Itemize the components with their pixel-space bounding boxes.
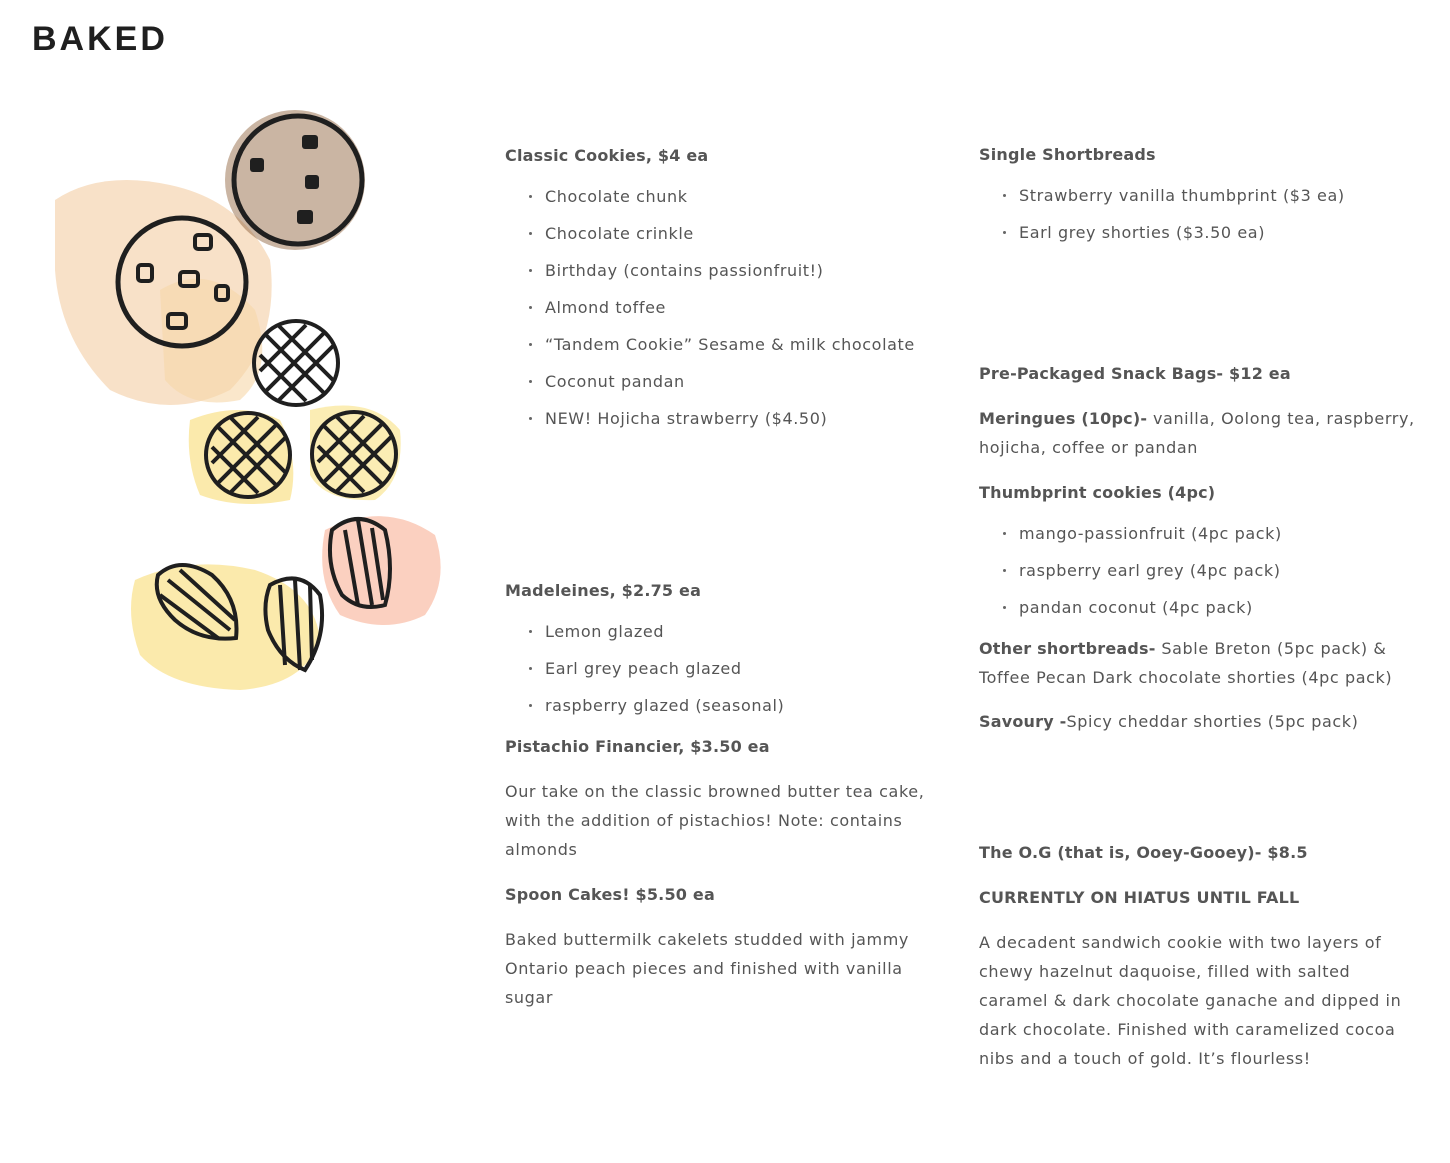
list-item: NEW! Hojicha strawberry ($4.50) bbox=[505, 400, 950, 437]
watercolor-wash-pink bbox=[322, 516, 440, 625]
list-item: raspberry glazed (seasonal) bbox=[505, 687, 950, 724]
list-item: raspberry earl grey (4pc pack) bbox=[979, 552, 1424, 589]
meringues-label: Meringues (10pc)- bbox=[979, 409, 1153, 428]
list-item: Coconut pandan bbox=[505, 363, 950, 400]
list-item: Almond toffee bbox=[505, 289, 950, 326]
list-item: pandan coconut (4pc pack) bbox=[979, 589, 1424, 626]
savoury-label: Savoury - bbox=[979, 712, 1067, 731]
section-heading-spoon-cakes: Spoon Cakes! $5.50 ea bbox=[505, 885, 715, 904]
list-item: Chocolate crinkle bbox=[505, 215, 950, 252]
meringues-text: vanilla, Oolong tea, raspberry, hojicha, coffee or pandan bbox=[979, 409, 1415, 457]
savoury-text: Spicy cheddar shorties (5pc pack) bbox=[1066, 712, 1359, 731]
list-item: Lemon glazed bbox=[505, 613, 950, 650]
baked-goods-illustration bbox=[40, 90, 460, 710]
section-heading-snack-bags: Pre-Packaged Snack Bags- $12 ea bbox=[979, 364, 1291, 383]
list-item: Strawberry vanilla thumbprint ($3 ea) bbox=[979, 177, 1424, 214]
section-heading-classic-cookies: Classic Cookies, $4 ea bbox=[505, 146, 709, 165]
section-heading-madeleines: Madeleines, $2.75 ea bbox=[505, 581, 702, 600]
section-heading-thumbprint: Thumbprint cookies (4pc) bbox=[979, 483, 1216, 502]
financier-description: Our take on the classic browned butter tea cake, with the addition of pistachios! Note: contains almonds bbox=[505, 782, 925, 859]
list-item: Earl grey shorties ($3.50 ea) bbox=[979, 214, 1424, 251]
list-item: Earl grey peach glazed bbox=[505, 650, 950, 687]
other-shortbreads-label: Other shortbreads- bbox=[979, 639, 1162, 658]
meringues-line bbox=[979, 404, 1424, 462]
section-heading-financier: Pistachio Financier, $3.50 ea bbox=[505, 737, 770, 756]
savoury-line bbox=[979, 707, 1424, 736]
watercolor-wash-brown bbox=[225, 110, 365, 250]
og-description: A decadent sandwich cookie with two layers of chewy hazelnut daquoise, filled with salted caramel & dark chocolate ganache and dipped in dark chocolate. Finished with caramelized cocoa nibs and a touch of gold. It’s flourless! bbox=[979, 933, 1402, 1068]
hiatus-notice: CURRENTLY ON HIATUS UNTIL FALL bbox=[979, 888, 1300, 907]
classic-cookies-list bbox=[505, 178, 950, 437]
list-item: “Tandem Cookie” Sesame & milk chocolate bbox=[505, 326, 950, 363]
section-heading-shortbreads: Single Shortbreads bbox=[979, 145, 1156, 164]
list-item: mango-passionfruit (4pc pack) bbox=[979, 515, 1424, 552]
menu-column-left bbox=[505, 141, 950, 1012]
waffle-cookie-icon bbox=[254, 321, 338, 405]
menu-column-right bbox=[979, 140, 1424, 1073]
shortbreads-list bbox=[979, 177, 1424, 251]
section-heading-og: The O.G (that is, Ooey-Gooey)- $8.5 bbox=[979, 843, 1308, 862]
site-logo[interactable]: BAKED bbox=[32, 20, 168, 58]
other-shortbreads-line bbox=[979, 634, 1424, 692]
list-item: Birthday (contains passionfruit!) bbox=[505, 252, 950, 289]
madeleines-list bbox=[505, 613, 950, 724]
thumbprint-list bbox=[979, 515, 1424, 626]
spoon-cakes-description: Baked buttermilk cakelets studded with jammy Ontario peach pieces and finished with vanilla sugar bbox=[505, 930, 909, 1007]
other-shortbreads-text: Sable Breton (5pc pack) & Toffee Pecan Dark chocolate shorties (4pc pack) bbox=[979, 639, 1393, 687]
list-item: Chocolate chunk bbox=[505, 178, 950, 215]
